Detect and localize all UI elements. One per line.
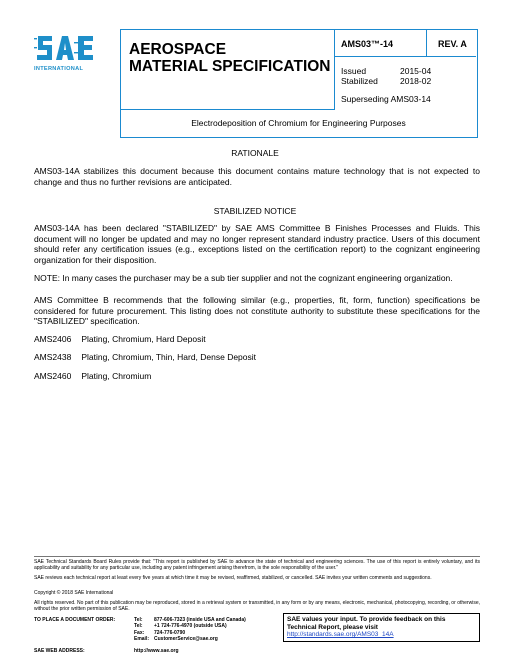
contact-key: Fax: — [134, 629, 145, 636]
feedback-link[interactable]: http://standards.sae.org/AMS03_14A — [287, 631, 394, 638]
stabilized-date: 2018-02 — [400, 76, 432, 86]
stabilized-notice-heading: STABILIZED NOTICE — [213, 206, 297, 216]
spec-description: Plating, Chromium, Thin, Hard, Dense Deposit — [81, 352, 257, 362]
document-header — [120, 29, 478, 138]
spec-type-title — [129, 41, 331, 75]
stabilized-row — [341, 76, 431, 86]
superseding-note: Superseding AMS03-14 — [341, 94, 431, 104]
title-line-2: MATERIAL SPECIFICATION — [129, 58, 331, 75]
web-address-link[interactable]: http://www.sae.org — [134, 648, 179, 654]
contact-key: Tel: — [134, 617, 143, 623]
contact-key: Email: — [134, 635, 150, 642]
rationale-paragraph: AMS03-14A stabilizes this document because this document contains mature technology that is not expected to change and thus no further revisions are anticipated. — [34, 166, 480, 187]
rights-text: All rights reserved. No part of this publication may be reproduced, stored in a retrieval system or transmitted, in any form or by any means, electronic, mechanical, photocopying, recording, or otherwise, without the prior written permission of SAE. — [34, 600, 480, 612]
contact-value: 877-606-7323 (inside USA and Canada) — [154, 617, 246, 623]
review-text: SAE reviews each technical report at least every five years at which time it may be revised, reaffirmed, stabilized, or cancelled. SAE invites your written comments and suggestions. — [34, 575, 432, 581]
committee-paragraph: AMS Committee B recommends that the following similar (e.g., properties, fit, form, function) specifications be considered for future procurement. This listing does not constitute authority to substitute these specifications for the "STABILIZED" specification. — [34, 295, 480, 327]
contact-list — [134, 617, 246, 642]
contact-value: 724-776-0790 — [154, 629, 186, 636]
order-label: TO PLACE A DOCUMENT ORDER: — [34, 617, 116, 623]
customer-service-email-link[interactable]: CustomerService@sae.org — [154, 635, 218, 642]
web-address-label: SAE WEB ADDRESS: — [34, 648, 85, 654]
feedback-box — [283, 613, 480, 642]
spec-code: AMS2460 — [34, 371, 72, 381]
revision: REV. A — [438, 39, 467, 49]
issued-label: Issued — [341, 66, 367, 76]
note-paragraph: NOTE: In many cases the purchaser may be a sub tier supplier and not the cognizant engineering organization. — [34, 273, 453, 283]
feedback-text: SAE values your input. To provide feedback on this Technical Report, please visit — [287, 616, 446, 631]
doc-number: AMS03™-14 — [341, 39, 394, 49]
title-cell — [121, 30, 335, 110]
issued-date: 2015-04 — [400, 66, 432, 76]
tsb-rules-text: SAE Technical Standards Board Rules provide that: "This report is published by SAE to advance the state of technical and engineering sciences. The use of this report is entirely voluntary, and its applicability and suitability for any particular use, including any patent infringement arising therefrom, is the sole responsibility of the user." — [34, 559, 480, 571]
spec-description: Plating, Chromium — [81, 371, 152, 381]
doc-title-row — [121, 110, 476, 137]
sae-logo — [34, 32, 100, 76]
spec-list-item — [34, 371, 151, 381]
doc-number-cell — [335, 30, 427, 57]
rationale-heading: RATIONALE — [231, 148, 279, 158]
issued-row — [341, 66, 431, 76]
spec-code: AMS2438 — [34, 352, 72, 362]
contact-row[interactable] — [134, 636, 246, 642]
spec-list-item — [34, 352, 256, 362]
stabilized-notice-paragraph: AMS03-14A has been declared "STABILIZED" by SAE AMS Committee B Finishes Processes and Fluids. This document will no longer be updated and may no longer represent standard industry practice. Users of this document should refer any certification issues (e.g., exceptions listed on the certification report) to the cognizant engineering organization for their disposition. — [34, 223, 480, 266]
stabilized-label: Stabilized — [341, 76, 378, 86]
sae-logo-icon — [34, 32, 96, 64]
contact-key: Tel: — [134, 623, 143, 630]
footer-divider — [34, 556, 480, 557]
spec-description: Plating, Chromium, Hard Deposit — [81, 334, 206, 344]
spec-code: AMS2406 — [34, 334, 72, 344]
title-line-1: AEROSPACE — [129, 41, 227, 58]
date-block — [341, 66, 431, 86]
spec-list-item — [34, 334, 206, 344]
logo-tagline: INTERNATIONAL — [34, 66, 84, 72]
revision-cell — [427, 30, 476, 57]
copyright: Copyright © 2018 SAE International — [34, 590, 114, 596]
contact-value: +1 724-776-4970 (outside USA) — [154, 623, 227, 630]
doc-title: Electrodeposition of Chromium for Engineering Purposes — [191, 118, 406, 128]
